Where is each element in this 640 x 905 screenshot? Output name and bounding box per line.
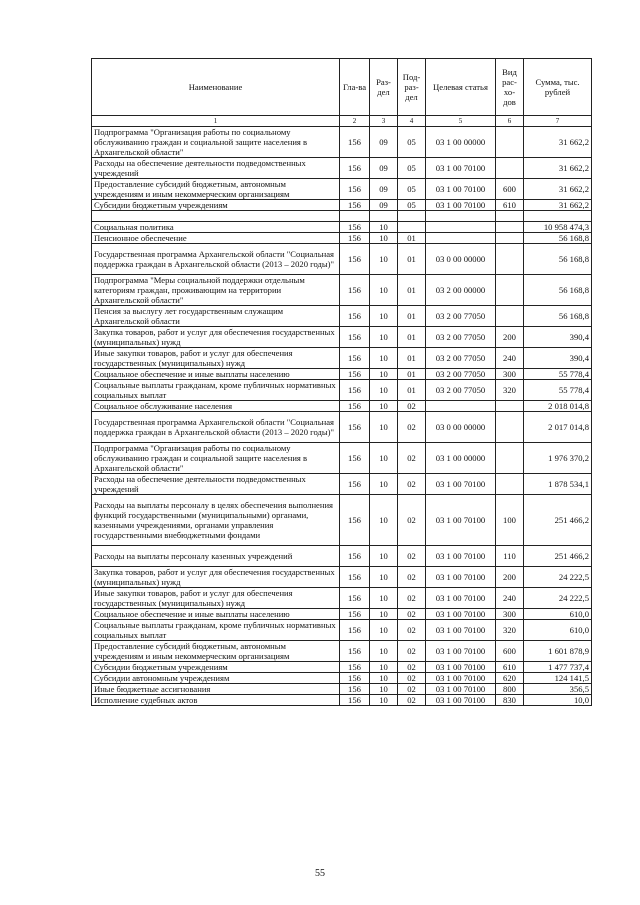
row-target-article: 03 1 00 70100	[426, 158, 496, 179]
row-expense-type: 100	[496, 495, 524, 546]
row-target-article: 03 1 00 70100	[426, 495, 496, 546]
row-target-article: 03 1 00 70100	[426, 546, 496, 567]
row-name: Социальные выплаты гражданам, кроме публичных нормативных социальных выплат	[92, 620, 340, 641]
row-target-article: 03 1 00 70100	[426, 474, 496, 495]
row-subsection: 02	[398, 474, 426, 495]
row-name: Подпрограмма "Меры социальной поддержки отдельным категориям граждан, проживающим на территории Архангельской области"	[92, 275, 340, 306]
row-name: Государственная программа Архангельской области "Социальная поддержка граждан в Архангельской области (2013 – 2020 годы)"	[92, 244, 340, 275]
row-chapter: 156	[340, 275, 370, 306]
row-subsection: 02	[398, 443, 426, 474]
row-section: 10	[370, 684, 398, 695]
table-row	[92, 673, 592, 684]
row-subsection: 02	[398, 412, 426, 443]
row-amount: 31 662,2	[524, 158, 592, 179]
row-target-article: 03 1 00 70100	[426, 588, 496, 609]
row-target-article: 03 2 00 00000	[426, 275, 496, 306]
row-chapter: 156	[340, 401, 370, 412]
row-name: Предоставление субсидий бюджетным, автономным учреждениям и иным некоммерческим организациям	[92, 641, 340, 662]
row-amount: 31 662,2	[524, 127, 592, 158]
row-chapter: 156	[340, 673, 370, 684]
row-target-article: 03 1 00 70100	[426, 673, 496, 684]
row-chapter: 156	[340, 348, 370, 369]
row-amount: 31 662,2	[524, 179, 592, 200]
row-amount: 24 222,5	[524, 588, 592, 609]
row-amount: 251 466,2	[524, 546, 592, 567]
row-target-article: 03 0 00 00000	[426, 412, 496, 443]
row-expense-type	[496, 306, 524, 327]
row-amount: 251 466,2	[524, 495, 592, 546]
row-name: Предоставление субсидий бюджетным, автономным учреждениям и иным некоммерческим организациям	[92, 179, 340, 200]
row-chapter: 156	[340, 412, 370, 443]
header-subsection: Под-раз-дел	[398, 59, 426, 116]
row-amount: 31 662,2	[524, 200, 592, 211]
row-subsection: 01	[398, 380, 426, 401]
row-expense-type: 300	[496, 609, 524, 620]
row-name	[92, 211, 340, 222]
row-section: 10	[370, 695, 398, 706]
row-chapter: 156	[340, 620, 370, 641]
row-amount: 2 018 014,8	[524, 401, 592, 412]
header-target-article: Целевая статья	[426, 59, 496, 116]
row-subsection: 05	[398, 158, 426, 179]
table-row	[92, 588, 592, 609]
row-subsection	[398, 211, 426, 222]
row-name: Субсидии бюджетным учреждениям	[92, 200, 340, 211]
row-chapter: 156	[340, 306, 370, 327]
row-expense-type: 800	[496, 684, 524, 695]
row-expense-type	[496, 443, 524, 474]
table-row	[92, 380, 592, 401]
table-row	[92, 641, 592, 662]
row-amount: 24 222,5	[524, 567, 592, 588]
row-chapter: 156	[340, 222, 370, 233]
row-expense-type	[496, 233, 524, 244]
row-subsection: 02	[398, 673, 426, 684]
row-subsection	[398, 222, 426, 233]
row-chapter: 156	[340, 641, 370, 662]
row-expense-type	[496, 211, 524, 222]
row-section: 10	[370, 567, 398, 588]
row-section: 09	[370, 200, 398, 211]
row-amount: 610,0	[524, 620, 592, 641]
table-row	[92, 200, 592, 211]
row-section: 10	[370, 369, 398, 380]
row-chapter: 156	[340, 495, 370, 546]
table-row	[92, 158, 592, 179]
row-subsection: 02	[398, 684, 426, 695]
column-number-row	[92, 116, 592, 127]
row-subsection: 05	[398, 127, 426, 158]
header-name: Наименование	[92, 59, 340, 116]
row-chapter: 156	[340, 233, 370, 244]
budget-table	[91, 58, 592, 706]
row-section: 10	[370, 222, 398, 233]
table-row	[92, 695, 592, 706]
table-row	[92, 474, 592, 495]
row-target-article: 03 1 00 70100	[426, 179, 496, 200]
row-subsection: 05	[398, 200, 426, 211]
row-chapter: 156	[340, 684, 370, 695]
row-expense-type	[496, 275, 524, 306]
row-amount: 56 168,8	[524, 275, 592, 306]
page-number: 55	[315, 868, 325, 879]
row-section: 10	[370, 495, 398, 546]
row-expense-type: 200	[496, 327, 524, 348]
row-amount: 2 017 014,8	[524, 412, 592, 443]
row-subsection: 02	[398, 495, 426, 546]
row-expense-type: 240	[496, 588, 524, 609]
row-name: Иные закупки товаров, работ и услуг для обеспечения государственных (муниципальных) нужд	[92, 588, 340, 609]
column-number: 6	[496, 116, 524, 127]
row-target-article: 03 1 00 00000	[426, 443, 496, 474]
row-expense-type	[496, 412, 524, 443]
row-chapter: 156	[340, 244, 370, 275]
row-name: Субсидии автономным учреждениям	[92, 673, 340, 684]
row-amount: 1 878 534,1	[524, 474, 592, 495]
row-target-article: 03 1 00 70100	[426, 684, 496, 695]
row-name: Расходы на выплаты персоналу в целях обеспечения выполнения функций государственными (муниципальными) органами, казенными учреждениями, органами управления государственными внебюджетными фондами	[92, 495, 340, 546]
row-name: Пенсионное обеспечение	[92, 233, 340, 244]
row-expense-type: 200	[496, 567, 524, 588]
row-expense-type: 610	[496, 662, 524, 673]
row-expense-type: 300	[496, 369, 524, 380]
table-row	[92, 348, 592, 369]
row-subsection: 01	[398, 327, 426, 348]
table-row	[92, 127, 592, 158]
row-section: 10	[370, 327, 398, 348]
row-chapter: 156	[340, 127, 370, 158]
row-section: 10	[370, 244, 398, 275]
row-name: Социальное обслуживание населения	[92, 401, 340, 412]
row-chapter: 156	[340, 609, 370, 620]
table-row	[92, 443, 592, 474]
row-amount: 356,5	[524, 684, 592, 695]
table-row	[92, 662, 592, 673]
row-name: Исполнение судебных актов	[92, 695, 340, 706]
row-expense-type	[496, 222, 524, 233]
row-name: Пенсия за выслугу лет государственным служащим Архангельской области	[92, 306, 340, 327]
row-section: 10	[370, 412, 398, 443]
row-section: 09	[370, 179, 398, 200]
row-section: 10	[370, 620, 398, 641]
row-name: Иные закупки товаров, работ и услуг для обеспечения государственных (муниципальных) нужд	[92, 348, 340, 369]
row-section: 10	[370, 588, 398, 609]
row-expense-type: 320	[496, 620, 524, 641]
row-target-article	[426, 233, 496, 244]
row-amount: 1 976 370,2	[524, 443, 592, 474]
table-row	[92, 179, 592, 200]
row-expense-type: 320	[496, 380, 524, 401]
table-row	[92, 546, 592, 567]
row-name: Социальная политика	[92, 222, 340, 233]
table-header	[92, 59, 592, 127]
row-target-article: 03 1 00 70100	[426, 200, 496, 211]
row-subsection: 02	[398, 401, 426, 412]
row-chapter: 156	[340, 327, 370, 348]
row-name: Расходы на обеспечение деятельности подведомственных учреждений	[92, 474, 340, 495]
header-amount: Сумма, тыс. рублей	[524, 59, 592, 116]
table-row	[92, 684, 592, 695]
header-row	[92, 59, 592, 116]
row-amount: 10,0	[524, 695, 592, 706]
table-row	[92, 369, 592, 380]
table-row	[92, 222, 592, 233]
row-target-article: 03 2 00 77050	[426, 306, 496, 327]
row-name: Социальные выплаты гражданам, кроме публичных нормативных социальных выплат	[92, 380, 340, 401]
row-target-article: 03 1 00 70100	[426, 641, 496, 662]
table-body	[92, 127, 592, 706]
row-subsection: 01	[398, 348, 426, 369]
row-subsection: 02	[398, 662, 426, 673]
row-target-article: 03 1 00 70100	[426, 609, 496, 620]
row-name: Подпрограмма "Организация работы по социальному обслуживанию граждан и социальной защите населения в Архангельской области"	[92, 127, 340, 158]
row-amount: 10 958 474,3	[524, 222, 592, 233]
row-subsection: 02	[398, 588, 426, 609]
column-number: 4	[398, 116, 426, 127]
row-subsection: 01	[398, 306, 426, 327]
row-section: 09	[370, 127, 398, 158]
table-row	[92, 609, 592, 620]
row-target-article	[426, 211, 496, 222]
row-subsection: 01	[398, 275, 426, 306]
row-section: 10	[370, 401, 398, 412]
table-row	[92, 412, 592, 443]
row-chapter: 156	[340, 158, 370, 179]
row-section	[370, 211, 398, 222]
row-chapter: 156	[340, 380, 370, 401]
row-expense-type	[496, 244, 524, 275]
row-expense-type	[496, 474, 524, 495]
row-section: 10	[370, 443, 398, 474]
row-amount: 56 168,8	[524, 244, 592, 275]
row-target-article: 03 2 00 77050	[426, 369, 496, 380]
table-row	[92, 567, 592, 588]
row-chapter: 156	[340, 179, 370, 200]
row-target-article: 03 2 00 77050	[426, 327, 496, 348]
column-number: 7	[524, 116, 592, 127]
row-amount: 124 141,5	[524, 673, 592, 684]
row-expense-type	[496, 401, 524, 412]
row-target-article: 03 2 00 77050	[426, 348, 496, 369]
row-chapter: 156	[340, 567, 370, 588]
column-number: 3	[370, 116, 398, 127]
row-section: 10	[370, 306, 398, 327]
row-chapter: 156	[340, 662, 370, 673]
row-amount: 56 168,8	[524, 233, 592, 244]
row-subsection: 01	[398, 369, 426, 380]
row-section: 10	[370, 380, 398, 401]
column-number: 1	[92, 116, 340, 127]
row-expense-type: 830	[496, 695, 524, 706]
row-expense-type: 620	[496, 673, 524, 684]
row-target-article	[426, 222, 496, 233]
row-chapter: 156	[340, 443, 370, 474]
row-chapter: 156	[340, 369, 370, 380]
row-amount: 390,4	[524, 348, 592, 369]
table-row	[92, 244, 592, 275]
row-name: Субсидии бюджетным учреждениям	[92, 662, 340, 673]
row-section: 10	[370, 546, 398, 567]
row-chapter: 156	[340, 588, 370, 609]
row-subsection: 02	[398, 609, 426, 620]
row-expense-type	[496, 158, 524, 179]
row-expense-type: 600	[496, 179, 524, 200]
column-number: 2	[340, 116, 370, 127]
row-chapter: 156	[340, 546, 370, 567]
table-row	[92, 495, 592, 546]
row-amount: 56 168,8	[524, 306, 592, 327]
row-chapter: 156	[340, 695, 370, 706]
row-name: Расходы на выплаты персоналу казенных учреждений	[92, 546, 340, 567]
row-amount: 55 778,4	[524, 369, 592, 380]
row-name: Государственная программа Архангельской области "Социальная поддержка граждан в Архангельской области (2013 – 2020 годы)"	[92, 412, 340, 443]
table-row	[92, 327, 592, 348]
table-row	[92, 275, 592, 306]
row-chapter: 156	[340, 474, 370, 495]
row-name: Иные бюджетные ассигнования	[92, 684, 340, 695]
row-expense-type: 610	[496, 200, 524, 211]
row-section: 10	[370, 609, 398, 620]
table-row	[92, 211, 592, 222]
row-chapter: 156	[340, 200, 370, 211]
row-amount: 390,4	[524, 327, 592, 348]
row-section: 10	[370, 233, 398, 244]
row-amount: 610,0	[524, 609, 592, 620]
row-target-article	[426, 401, 496, 412]
table-row	[92, 233, 592, 244]
row-target-article: 03 0 00 00000	[426, 244, 496, 275]
row-name: Закупка товаров, работ и услуг для обеспечения государственных (муниципальных) нужд	[92, 567, 340, 588]
row-target-article: 03 1 00 00000	[426, 127, 496, 158]
row-target-article: 03 1 00 70100	[426, 695, 496, 706]
header-chapter: Гла-ва	[340, 59, 370, 116]
row-name: Социальное обеспечение и иные выплаты населению	[92, 369, 340, 380]
row-name: Социальное обеспечение и иные выплаты населению	[92, 609, 340, 620]
row-expense-type: 600	[496, 641, 524, 662]
row-target-article: 03 1 00 70100	[426, 662, 496, 673]
table-row	[92, 620, 592, 641]
row-name: Закупка товаров, работ и услуг для обеспечения государственных (муниципальных) нужд	[92, 327, 340, 348]
row-amount: 1 601 878,9	[524, 641, 592, 662]
row-amount: 1 477 737,4	[524, 662, 592, 673]
row-subsection: 02	[398, 620, 426, 641]
row-name: Расходы на обеспечение деятельности подведомственных учреждений	[92, 158, 340, 179]
row-expense-type: 240	[496, 348, 524, 369]
row-section: 10	[370, 275, 398, 306]
row-section: 10	[370, 641, 398, 662]
header-expense-type: Вид рас-хо-дов	[496, 59, 524, 116]
table-row	[92, 306, 592, 327]
column-number: 5	[426, 116, 496, 127]
row-target-article: 03 2 00 77050	[426, 380, 496, 401]
row-chapter	[340, 211, 370, 222]
row-expense-type: 110	[496, 546, 524, 567]
row-section: 10	[370, 662, 398, 673]
row-subsection: 02	[398, 546, 426, 567]
row-subsection: 02	[398, 695, 426, 706]
row-subsection: 02	[398, 567, 426, 588]
row-subsection: 05	[398, 179, 426, 200]
row-amount: 55 778,4	[524, 380, 592, 401]
row-section: 09	[370, 158, 398, 179]
row-name: Подпрограмма "Организация работы по социальному обслуживанию граждан и социальной защите населения в Архангельской области"	[92, 443, 340, 474]
row-target-article: 03 1 00 70100	[426, 620, 496, 641]
row-subsection: 01	[398, 244, 426, 275]
row-target-article: 03 1 00 70100	[426, 567, 496, 588]
row-amount	[524, 211, 592, 222]
row-section: 10	[370, 474, 398, 495]
header-section: Раз-дел	[370, 59, 398, 116]
row-subsection: 01	[398, 233, 426, 244]
row-section: 10	[370, 673, 398, 684]
row-section: 10	[370, 348, 398, 369]
row-subsection: 02	[398, 641, 426, 662]
table-row	[92, 401, 592, 412]
row-expense-type	[496, 127, 524, 158]
